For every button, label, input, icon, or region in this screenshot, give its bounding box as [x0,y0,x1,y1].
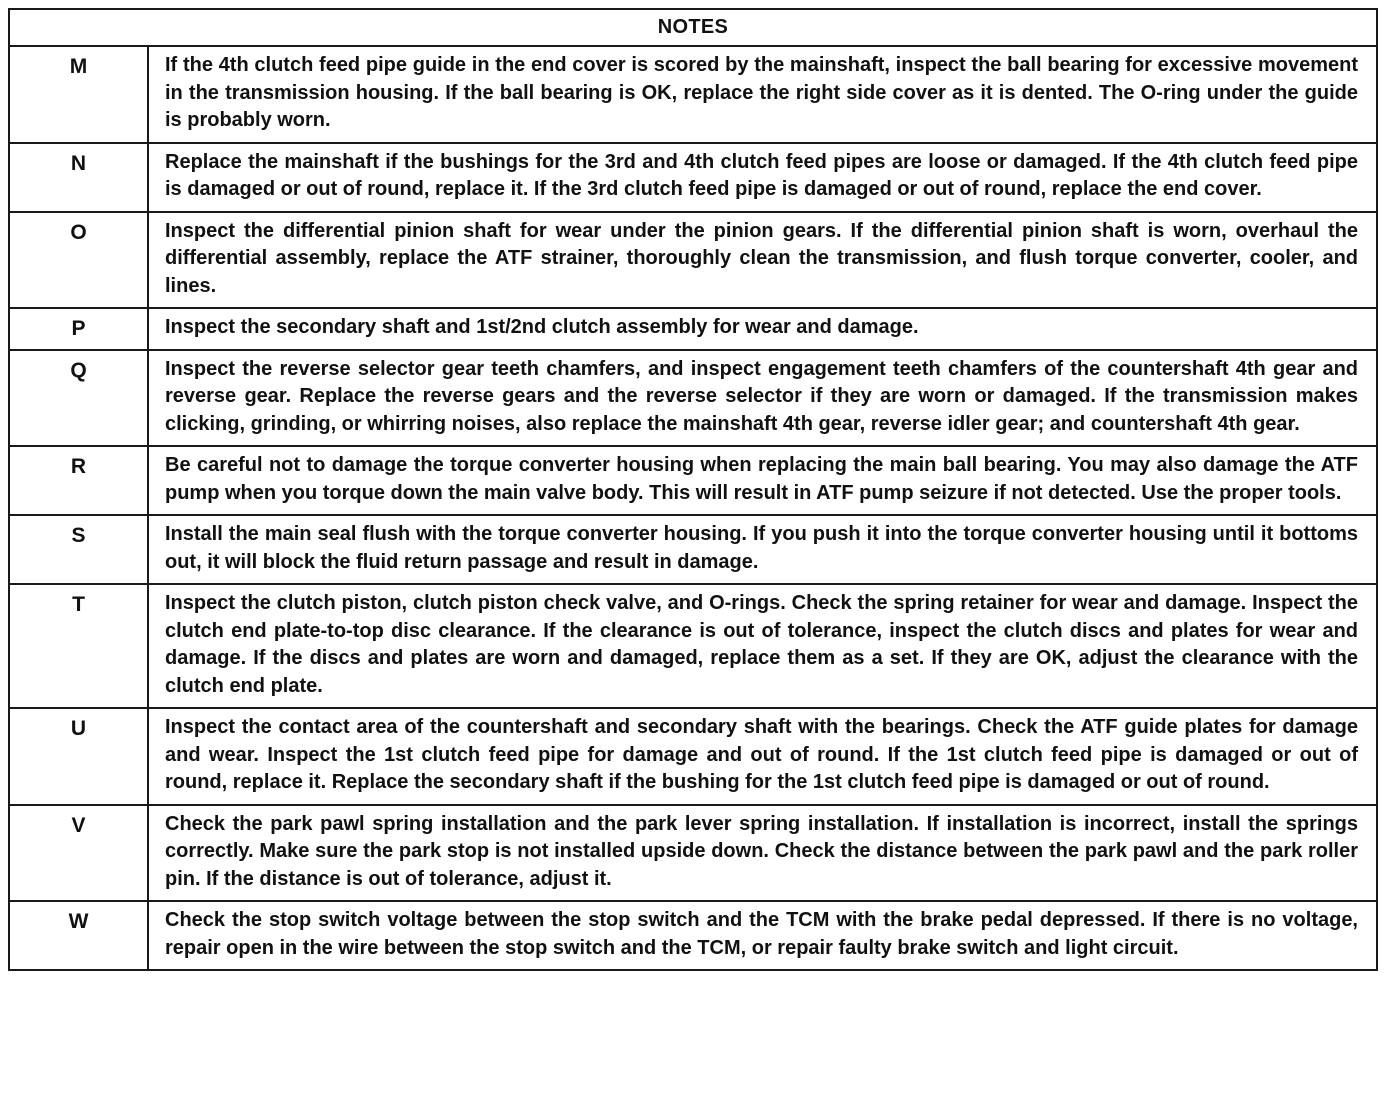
note-text: Inspect the clutch piston, clutch piston check valve, and O-rings. Check the spring retainer for wear and damage. Inspect the clutch end plate-to-top disc clearance. If the clearance is out of tolerance, inspect the clutch discs and plates for wear and damage. If the discs and plates are worn and damaged, replace them as a set. If they are OK, adjust the clearance with the clutch end plate. [148,584,1377,708]
note-letter: N [9,143,148,212]
note-letter: M [9,46,148,143]
note-row-p [9,308,1377,350]
note-row-t [9,584,1377,708]
note-text: Check the park pawl spring installation and the park lever spring installation. If installation is incorrect, install the springs correctly. Make sure the park stop is not installed upside down. Check the distance between the park pawl and the park roller pin. If the distance is out of tolerance, adjust it. [148,805,1377,902]
note-text: Install the main seal flush with the torque converter housing. If you push it into the torque converter housing until it bottoms out, it will block the fluid return passage and result in damage. [148,515,1377,584]
note-letter: O [9,212,148,309]
note-letter: T [9,584,148,708]
note-row-o [9,212,1377,309]
note-letter: P [9,308,148,350]
note-row-w [9,901,1377,970]
note-letter: V [9,805,148,902]
note-row-m [9,46,1377,143]
note-text: Replace the mainshaft if the bushings for the 3rd and 4th clutch feed pipes are loose or damaged. If the 4th clutch feed pipe is damaged or out of round, replace it. If the 3rd clutch feed pipe is damaged or out of round, replace the end cover. [148,143,1377,212]
note-text: Inspect the secondary shaft and 1st/2nd clutch assembly for wear and damage. [148,308,1377,350]
notes-table [8,8,1378,971]
note-text: Inspect the contact area of the countershaft and secondary shaft with the bearings. Check the ATF guide plates for damage and wear. Inspect the 1st clutch feed pipe for damage and out of round. If the 1st clutch feed pipe is damaged or out of round, replace it. Replace the secondary shaft if the bushing for the 1st clutch feed pipe is damaged or out of round. [148,708,1377,805]
note-text: Be careful not to damage the torque converter housing when replacing the main ball bearing. You may also damage the ATF pump when you torque down the main valve body. This will result in ATF pump seizure if not detected. Use the proper tools. [148,446,1377,515]
note-text: If the 4th clutch feed pipe guide in the end cover is scored by the mainshaft, inspect the ball bearing for excessive movement in the transmission housing. If the ball bearing is OK, replace the right side cover as it is dented. The O-ring under the guide is probably worn. [148,46,1377,143]
note-letter: U [9,708,148,805]
notes-header: NOTES [9,9,1377,46]
notes-header-row [9,9,1377,46]
note-row-u [9,708,1377,805]
note-letter: Q [9,350,148,447]
note-text: Inspect the differential pinion shaft for wear under the pinion gears. If the differential pinion shaft is worn, overhaul the differential assembly, replace the ATF strainer, thoroughly clean the transmission, and flush torque converter, cooler, and lines. [148,212,1377,309]
note-row-r [9,446,1377,515]
note-text: Check the stop switch voltage between the stop switch and the TCM with the brake pedal depressed. If there is no voltage, repair open in the wire between the stop switch and the TCM, or repair faulty brake switch and light circuit. [148,901,1377,970]
note-row-s [9,515,1377,584]
note-letter: R [9,446,148,515]
note-row-q [9,350,1377,447]
note-text: Inspect the reverse selector gear teeth chamfers, and inspect engagement teeth chamfers of the countershaft 4th gear and reverse gear. Replace the reverse gears and the reverse selector if they are worn or damaged. If the transmission makes clicking, grinding, or whirring noises, also replace the mainshaft 4th gear, reverse idler gear; and countershaft 4th gear. [148,350,1377,447]
note-letter: W [9,901,148,970]
note-letter: S [9,515,148,584]
note-row-v [9,805,1377,902]
note-row-n [9,143,1377,212]
